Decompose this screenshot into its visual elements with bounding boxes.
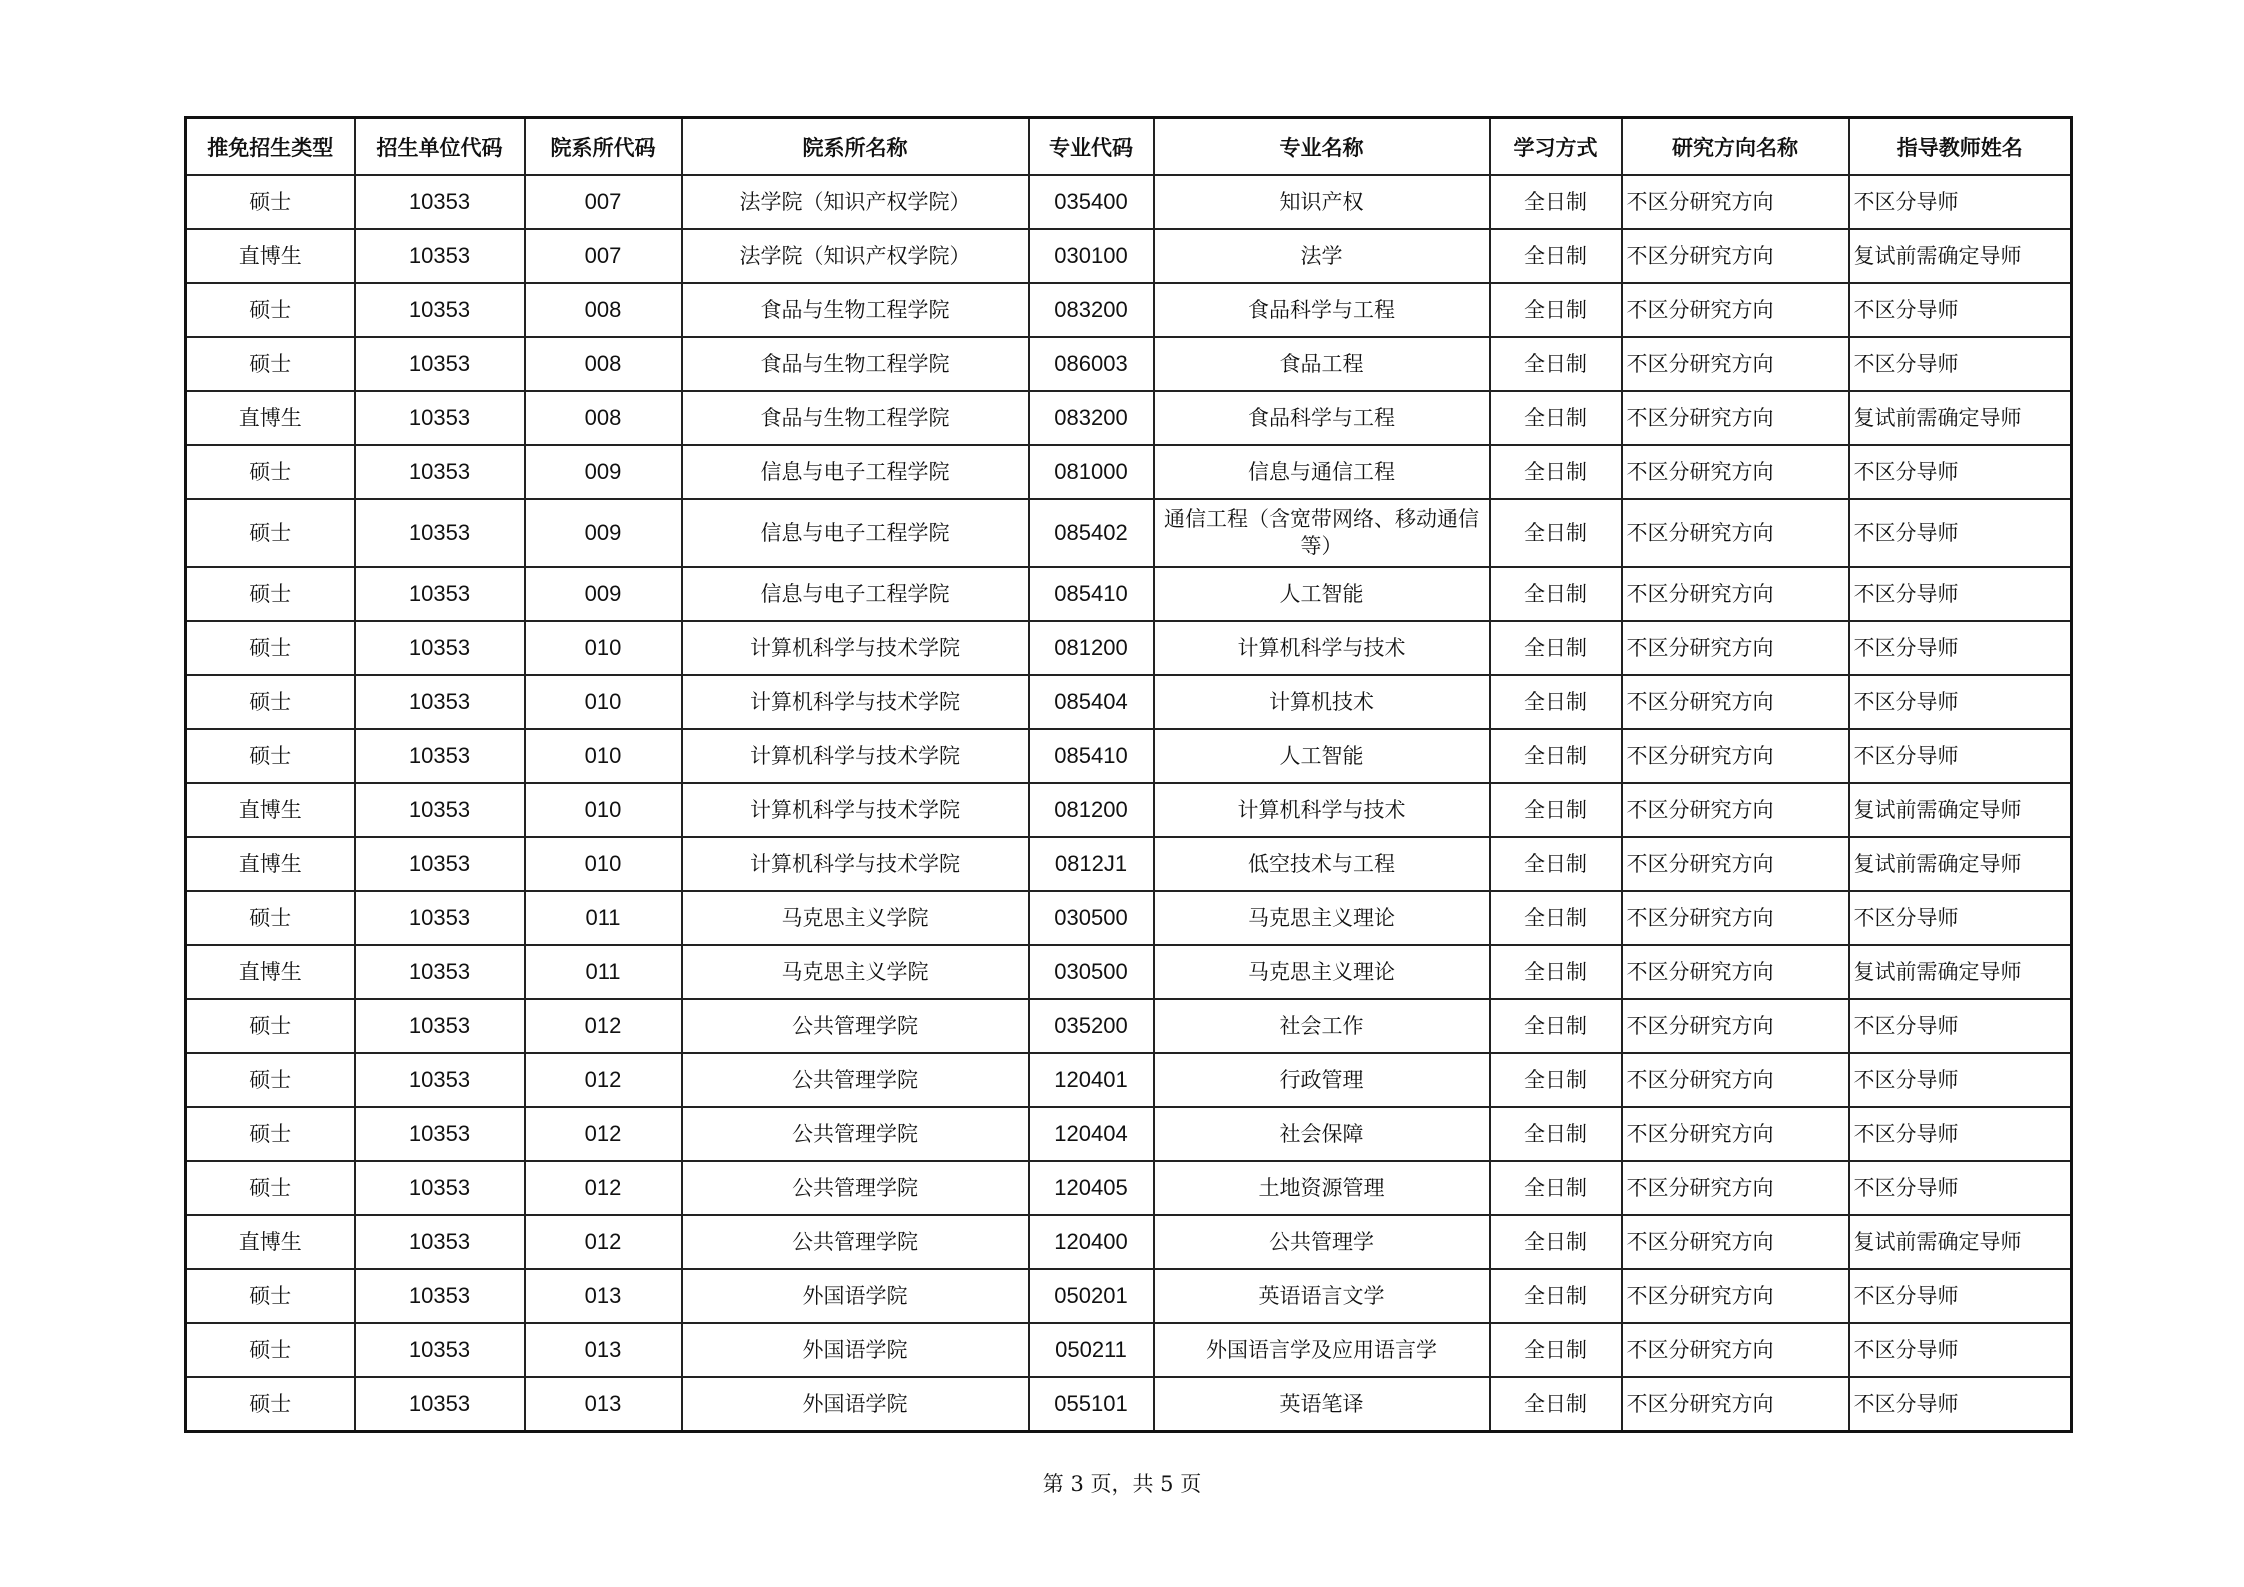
cell-major-name: 英语笔译 [1154,1377,1490,1432]
cell-study-mode: 全日制 [1490,1053,1622,1107]
cell-study-mode: 全日制 [1490,499,1622,567]
table-row [186,621,2072,675]
cell-study-mode: 全日制 [1490,1215,1622,1269]
cell-dept-name: 外国语学院 [682,1323,1029,1377]
cell-dept-code: 009 [525,567,682,621]
cell-dept-code: 008 [525,391,682,445]
cell-admission-type: 直博生 [186,1215,355,1269]
cell-unit-code: 10353 [355,1053,525,1107]
cell-dept-name: 公共管理学院 [682,1107,1029,1161]
cell-advisor-name: 不区分导师 [1849,567,2072,621]
table-row [186,945,2072,999]
cell-major-name: 土地资源管理 [1154,1161,1490,1215]
table-row [186,499,2072,567]
cell-advisor-name: 复试前需确定导师 [1849,945,2072,999]
cell-admission-type: 硕士 [186,1377,355,1432]
cell-dept-code: 013 [525,1377,682,1432]
cell-major-name: 英语语言文学 [1154,1269,1490,1323]
cell-major-code: 120405 [1029,1161,1154,1215]
cell-research-direction: 不区分研究方向 [1622,999,1849,1053]
cell-unit-code: 10353 [355,1107,525,1161]
cell-advisor-name: 不区分导师 [1849,445,2072,499]
cell-advisor-name: 不区分导师 [1849,999,2072,1053]
cell-major-code: 085410 [1029,729,1154,783]
cell-dept-name: 法学院（知识产权学院） [682,229,1029,283]
cell-admission-type: 硕士 [186,1053,355,1107]
cell-research-direction: 不区分研究方向 [1622,499,1849,567]
cell-research-direction: 不区分研究方向 [1622,1161,1849,1215]
cell-major-name: 低空技术与工程 [1154,837,1490,891]
cell-research-direction: 不区分研究方向 [1622,175,1849,229]
table-row [186,999,2072,1053]
cell-unit-code: 10353 [355,337,525,391]
cell-major-code: 055101 [1029,1377,1154,1432]
cell-major-name: 马克思主义理论 [1154,945,1490,999]
cell-major-name: 行政管理 [1154,1053,1490,1107]
cell-advisor-name: 不区分导师 [1849,621,2072,675]
cell-study-mode: 全日制 [1490,783,1622,837]
cell-admission-type: 硕士 [186,337,355,391]
cell-unit-code: 10353 [355,283,525,337]
cell-dept-code: 009 [525,499,682,567]
cell-advisor-name: 不区分导师 [1849,283,2072,337]
cell-admission-type: 直博生 [186,391,355,445]
cell-dept-name: 法学院（知识产权学院） [682,175,1029,229]
cell-advisor-name: 不区分导师 [1849,175,2072,229]
cell-research-direction: 不区分研究方向 [1622,675,1849,729]
cell-unit-code: 10353 [355,229,525,283]
cell-major-name: 马克思主义理论 [1154,891,1490,945]
cell-admission-type: 硕士 [186,891,355,945]
cell-study-mode: 全日制 [1490,1161,1622,1215]
table-row [186,891,2072,945]
cell-unit-code: 10353 [355,391,525,445]
cell-study-mode: 全日制 [1490,675,1622,729]
cell-dept-name: 公共管理学院 [682,999,1029,1053]
cell-unit-code: 10353 [355,1215,525,1269]
cell-dept-name: 计算机科学与技术学院 [682,837,1029,891]
cell-study-mode: 全日制 [1490,1323,1622,1377]
cell-advisor-name: 不区分导师 [1849,729,2072,783]
cell-major-name: 信息与通信工程 [1154,445,1490,499]
cell-research-direction: 不区分研究方向 [1622,229,1849,283]
cell-dept-code: 012 [525,1053,682,1107]
cell-dept-name: 外国语学院 [682,1377,1029,1432]
header-major-code: 专业代码 [1029,118,1154,176]
cell-major-code: 085404 [1029,675,1154,729]
cell-major-code: 035200 [1029,999,1154,1053]
cell-major-code: 081200 [1029,783,1154,837]
cell-unit-code: 10353 [355,499,525,567]
cell-admission-type: 硕士 [186,621,355,675]
cell-research-direction: 不区分研究方向 [1622,945,1849,999]
cell-dept-code: 008 [525,337,682,391]
cell-advisor-name: 不区分导师 [1849,499,2072,567]
table-row [186,1215,2072,1269]
table-row [186,229,2072,283]
header-major-name: 专业名称 [1154,118,1490,176]
cell-dept-name: 食品与生物工程学院 [682,283,1029,337]
cell-dept-name: 外国语学院 [682,1269,1029,1323]
admissions-table [184,116,2073,1433]
cell-research-direction: 不区分研究方向 [1622,391,1849,445]
cell-major-code: 050201 [1029,1269,1154,1323]
cell-research-direction: 不区分研究方向 [1622,837,1849,891]
table-row [186,1377,2072,1432]
cell-admission-type: 直博生 [186,837,355,891]
cell-unit-code: 10353 [355,945,525,999]
cell-dept-code: 011 [525,945,682,999]
cell-advisor-name: 不区分导师 [1849,1323,2072,1377]
cell-dept-code: 012 [525,1215,682,1269]
cell-research-direction: 不区分研究方向 [1622,337,1849,391]
cell-admission-type: 硕士 [186,283,355,337]
cell-admission-type: 直博生 [186,783,355,837]
cell-major-code: 086003 [1029,337,1154,391]
table-row [186,1323,2072,1377]
cell-research-direction: 不区分研究方向 [1622,1053,1849,1107]
cell-major-code: 120401 [1029,1053,1154,1107]
header-advisor-name: 指导教师姓名 [1849,118,2072,176]
cell-advisor-name: 复试前需确定导师 [1849,837,2072,891]
cell-admission-type: 硕士 [186,999,355,1053]
cell-major-code: 081200 [1029,621,1154,675]
cell-dept-code: 007 [525,175,682,229]
cell-unit-code: 10353 [355,1323,525,1377]
cell-major-name: 人工智能 [1154,729,1490,783]
cell-unit-code: 10353 [355,729,525,783]
cell-major-code: 0812J1 [1029,837,1154,891]
cell-research-direction: 不区分研究方向 [1622,567,1849,621]
cell-advisor-name: 不区分导师 [1849,1107,2072,1161]
cell-unit-code: 10353 [355,621,525,675]
cell-dept-code: 011 [525,891,682,945]
cell-admission-type: 硕士 [186,675,355,729]
table-row [186,1161,2072,1215]
cell-admission-type: 硕士 [186,567,355,621]
cell-unit-code: 10353 [355,675,525,729]
cell-major-name: 食品科学与工程 [1154,283,1490,337]
cell-major-name: 外国语言学及应用语言学 [1154,1323,1490,1377]
cell-major-name: 人工智能 [1154,567,1490,621]
table-row [186,1053,2072,1107]
cell-dept-name: 公共管理学院 [682,1053,1029,1107]
cell-advisor-name: 不区分导师 [1849,337,2072,391]
cell-major-name: 法学 [1154,229,1490,283]
cell-unit-code: 10353 [355,837,525,891]
cell-dept-code: 013 [525,1269,682,1323]
cell-major-name: 食品工程 [1154,337,1490,391]
cell-advisor-name: 不区分导师 [1849,891,2072,945]
cell-study-mode: 全日制 [1490,729,1622,783]
cell-study-mode: 全日制 [1490,1269,1622,1323]
cell-study-mode: 全日制 [1490,229,1622,283]
table-row [186,783,2072,837]
cell-dept-name: 马克思主义学院 [682,891,1029,945]
cell-advisor-name: 复试前需确定导师 [1849,783,2072,837]
cell-major-name: 公共管理学 [1154,1215,1490,1269]
table-row [186,1269,2072,1323]
header-research-direction: 研究方向名称 [1622,118,1849,176]
cell-advisor-name: 不区分导师 [1849,1269,2072,1323]
cell-advisor-name: 复试前需确定导师 [1849,391,2072,445]
cell-dept-name: 公共管理学院 [682,1161,1029,1215]
cell-research-direction: 不区分研究方向 [1622,891,1849,945]
table-row [186,1107,2072,1161]
cell-research-direction: 不区分研究方向 [1622,1269,1849,1323]
cell-advisor-name: 复试前需确定导师 [1849,1215,2072,1269]
cell-major-code: 030100 [1029,229,1154,283]
cell-admission-type: 硕士 [186,175,355,229]
cell-admission-type: 硕士 [186,499,355,567]
cell-unit-code: 10353 [355,1269,525,1323]
table-row [186,675,2072,729]
cell-dept-name: 计算机科学与技术学院 [682,783,1029,837]
cell-dept-code: 007 [525,229,682,283]
cell-admission-type: 硕士 [186,1107,355,1161]
cell-dept-code: 012 [525,1107,682,1161]
cell-advisor-name: 不区分导师 [1849,1377,2072,1432]
cell-major-code: 081000 [1029,445,1154,499]
cell-unit-code: 10353 [355,783,525,837]
cell-advisor-name: 不区分导师 [1849,675,2072,729]
cell-study-mode: 全日制 [1490,1107,1622,1161]
cell-major-name: 通信工程（含宽带网络、移动通信等） [1154,499,1490,567]
cell-unit-code: 10353 [355,445,525,499]
cell-unit-code: 10353 [355,1161,525,1215]
header-admission-type: 推免招生类型 [186,118,355,176]
cell-major-code: 050211 [1029,1323,1154,1377]
cell-admission-type: 硕士 [186,1323,355,1377]
cell-unit-code: 10353 [355,1377,525,1432]
cell-research-direction: 不区分研究方向 [1622,445,1849,499]
cell-dept-code: 010 [525,729,682,783]
cell-research-direction: 不区分研究方向 [1622,783,1849,837]
cell-dept-code: 010 [525,783,682,837]
cell-research-direction: 不区分研究方向 [1622,1323,1849,1377]
cell-study-mode: 全日制 [1490,999,1622,1053]
cell-unit-code: 10353 [355,567,525,621]
cell-admission-type: 硕士 [186,445,355,499]
cell-major-code: 083200 [1029,283,1154,337]
cell-major-name: 知识产权 [1154,175,1490,229]
table-row [186,175,2072,229]
cell-major-code: 083200 [1029,391,1154,445]
cell-study-mode: 全日制 [1490,1377,1622,1432]
cell-advisor-name: 复试前需确定导师 [1849,229,2072,283]
cell-study-mode: 全日制 [1490,621,1622,675]
cell-admission-type: 直博生 [186,229,355,283]
cell-study-mode: 全日制 [1490,567,1622,621]
cell-research-direction: 不区分研究方向 [1622,1215,1849,1269]
cell-dept-name: 公共管理学院 [682,1215,1029,1269]
cell-admission-type: 直博生 [186,945,355,999]
cell-dept-code: 012 [525,999,682,1053]
cell-dept-name: 计算机科学与技术学院 [682,675,1029,729]
cell-study-mode: 全日制 [1490,175,1622,229]
table-row [186,567,2072,621]
cell-major-code: 085402 [1029,499,1154,567]
cell-advisor-name: 不区分导师 [1849,1053,2072,1107]
cell-dept-code: 010 [525,837,682,891]
table-row [186,283,2072,337]
cell-major-code: 030500 [1029,945,1154,999]
cell-dept-name: 信息与电子工程学院 [682,499,1029,567]
cell-dept-code: 008 [525,283,682,337]
cell-study-mode: 全日制 [1490,337,1622,391]
cell-dept-code: 010 [525,621,682,675]
cell-dept-name: 信息与电子工程学院 [682,567,1029,621]
header-dept-name: 院系所名称 [682,118,1029,176]
cell-research-direction: 不区分研究方向 [1622,1377,1849,1432]
cell-admission-type: 硕士 [186,1269,355,1323]
page-footer: 第 3 页，共 5 页 [1042,1472,1202,1496]
cell-unit-code: 10353 [355,999,525,1053]
cell-dept-name: 马克思主义学院 [682,945,1029,999]
cell-research-direction: 不区分研究方向 [1622,1107,1849,1161]
cell-study-mode: 全日制 [1490,391,1622,445]
cell-research-direction: 不区分研究方向 [1622,729,1849,783]
cell-major-name: 计算机技术 [1154,675,1490,729]
cell-dept-code: 010 [525,675,682,729]
cell-major-code: 030500 [1029,891,1154,945]
table-row [186,391,2072,445]
cell-study-mode: 全日制 [1490,837,1622,891]
cell-dept-name: 食品与生物工程学院 [682,337,1029,391]
table-header-row [186,118,2072,176]
cell-study-mode: 全日制 [1490,945,1622,999]
cell-study-mode: 全日制 [1490,891,1622,945]
cell-dept-code: 009 [525,445,682,499]
cell-study-mode: 全日制 [1490,445,1622,499]
cell-study-mode: 全日制 [1490,283,1622,337]
cell-major-code: 035400 [1029,175,1154,229]
cell-research-direction: 不区分研究方向 [1622,283,1849,337]
table-row [186,837,2072,891]
cell-research-direction: 不区分研究方向 [1622,621,1849,675]
cell-unit-code: 10353 [355,175,525,229]
header-dept-code: 院系所代码 [525,118,682,176]
cell-major-name: 计算机科学与技术 [1154,621,1490,675]
cell-major-name: 计算机科学与技术 [1154,783,1490,837]
table-body [186,175,2072,1432]
cell-advisor-name: 不区分导师 [1849,1161,2072,1215]
header-unit-code: 招生单位代码 [355,118,525,176]
cell-dept-name: 计算机科学与技术学院 [682,621,1029,675]
cell-dept-name: 信息与电子工程学院 [682,445,1029,499]
cell-major-name: 社会工作 [1154,999,1490,1053]
cell-dept-name: 食品与生物工程学院 [682,391,1029,445]
cell-major-code: 120404 [1029,1107,1154,1161]
cell-major-code: 120400 [1029,1215,1154,1269]
table-row [186,337,2072,391]
cell-admission-type: 硕士 [186,729,355,783]
header-study-mode: 学习方式 [1490,118,1622,176]
cell-dept-code: 012 [525,1161,682,1215]
cell-admission-type: 硕士 [186,1161,355,1215]
table-row [186,445,2072,499]
cell-unit-code: 10353 [355,891,525,945]
cell-dept-name: 计算机科学与技术学院 [682,729,1029,783]
cell-dept-code: 013 [525,1323,682,1377]
table-row [186,729,2072,783]
cell-major-name: 食品科学与工程 [1154,391,1490,445]
cell-major-code: 085410 [1029,567,1154,621]
cell-major-name: 社会保障 [1154,1107,1490,1161]
